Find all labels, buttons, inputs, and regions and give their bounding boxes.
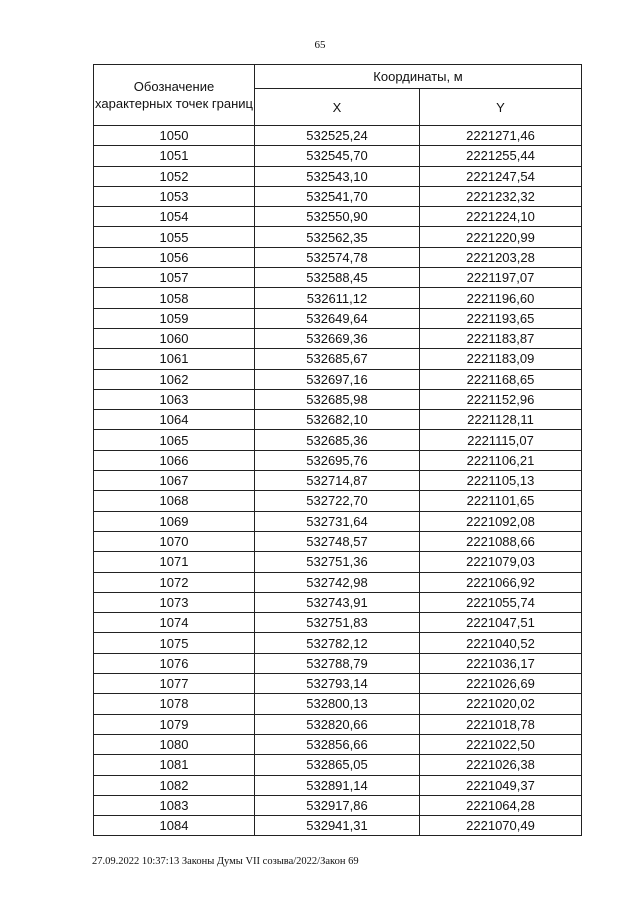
cell-x: 532751,83 bbox=[255, 613, 420, 633]
table-row bbox=[94, 410, 582, 430]
cell-y: 2221055,74 bbox=[420, 592, 582, 612]
table-header bbox=[94, 65, 582, 126]
cell-y: 2221247,54 bbox=[420, 166, 582, 186]
cell-y: 2221271,46 bbox=[420, 126, 582, 146]
cell-y: 2221064,28 bbox=[420, 795, 582, 815]
cell-y: 2221183,87 bbox=[420, 328, 582, 348]
cell-point: 1050 bbox=[94, 126, 255, 146]
cell-x: 532891,14 bbox=[255, 775, 420, 795]
table-row bbox=[94, 328, 582, 348]
table-row bbox=[94, 186, 582, 206]
cell-point: 1056 bbox=[94, 247, 255, 267]
cell-x: 532856,66 bbox=[255, 734, 420, 754]
cell-point: 1053 bbox=[94, 186, 255, 206]
table-row bbox=[94, 816, 582, 836]
cell-point: 1062 bbox=[94, 369, 255, 389]
table-row bbox=[94, 430, 582, 450]
cell-point: 1080 bbox=[94, 734, 255, 754]
cell-y: 2221128,11 bbox=[420, 410, 582, 430]
table-row bbox=[94, 531, 582, 551]
cell-x: 532695,76 bbox=[255, 450, 420, 470]
table-row bbox=[94, 795, 582, 815]
coordinates-table bbox=[93, 64, 582, 836]
table-row bbox=[94, 714, 582, 734]
table-row bbox=[94, 653, 582, 673]
cell-y: 2221220,99 bbox=[420, 227, 582, 247]
cell-y: 2221066,92 bbox=[420, 572, 582, 592]
cell-x: 532562,35 bbox=[255, 227, 420, 247]
table-row bbox=[94, 247, 582, 267]
cell-point: 1075 bbox=[94, 633, 255, 653]
table-row bbox=[94, 166, 582, 186]
table-row bbox=[94, 592, 582, 612]
cell-point: 1051 bbox=[94, 146, 255, 166]
table-row bbox=[94, 674, 582, 694]
table-row bbox=[94, 369, 582, 389]
cell-x: 532685,98 bbox=[255, 389, 420, 409]
cell-point: 1072 bbox=[94, 572, 255, 592]
cell-point: 1054 bbox=[94, 207, 255, 227]
cell-x: 532917,86 bbox=[255, 795, 420, 815]
cell-y: 2221101,65 bbox=[420, 491, 582, 511]
cell-point: 1082 bbox=[94, 775, 255, 795]
cell-y: 2221255,44 bbox=[420, 146, 582, 166]
cell-x: 532722,70 bbox=[255, 491, 420, 511]
cell-point: 1071 bbox=[94, 552, 255, 572]
cell-x: 532742,98 bbox=[255, 572, 420, 592]
cell-x: 532525,24 bbox=[255, 126, 420, 146]
cell-y: 2221105,13 bbox=[420, 471, 582, 491]
cell-y: 2221026,69 bbox=[420, 674, 582, 694]
cell-x: 532800,13 bbox=[255, 694, 420, 714]
cell-x: 532543,10 bbox=[255, 166, 420, 186]
cell-y: 2221168,65 bbox=[420, 369, 582, 389]
table-row bbox=[94, 126, 582, 146]
table-row bbox=[94, 491, 582, 511]
cell-x: 532793,14 bbox=[255, 674, 420, 694]
cell-x: 532588,45 bbox=[255, 268, 420, 288]
table-row bbox=[94, 633, 582, 653]
table-row bbox=[94, 207, 582, 227]
cell-point: 1083 bbox=[94, 795, 255, 815]
cell-point: 1081 bbox=[94, 755, 255, 775]
table-body bbox=[94, 126, 582, 836]
cell-y: 2221070,49 bbox=[420, 816, 582, 836]
cell-y: 2221224,10 bbox=[420, 207, 582, 227]
cell-y: 2221049,37 bbox=[420, 775, 582, 795]
cell-point: 1052 bbox=[94, 166, 255, 186]
page-number: 65 bbox=[314, 39, 326, 51]
table-row bbox=[94, 389, 582, 409]
cell-x: 532685,67 bbox=[255, 349, 420, 369]
header-coordinates: Координаты, м bbox=[255, 65, 582, 89]
cell-x: 532682,10 bbox=[255, 410, 420, 430]
cell-y: 2221152,96 bbox=[420, 389, 582, 409]
cell-point: 1065 bbox=[94, 430, 255, 450]
cell-y: 2221232,32 bbox=[420, 186, 582, 206]
table-row bbox=[94, 775, 582, 795]
header-designation: Обозначение характерных точек границ bbox=[94, 65, 255, 126]
cell-x: 532669,36 bbox=[255, 328, 420, 348]
cell-y: 2221040,52 bbox=[420, 633, 582, 653]
cell-y: 2221026,38 bbox=[420, 755, 582, 775]
table-row bbox=[94, 227, 582, 247]
cell-x: 532788,79 bbox=[255, 653, 420, 673]
cell-point: 1057 bbox=[94, 268, 255, 288]
cell-x: 532820,66 bbox=[255, 714, 420, 734]
cell-point: 1063 bbox=[94, 389, 255, 409]
cell-y: 2221020,02 bbox=[420, 694, 582, 714]
cell-point: 1074 bbox=[94, 613, 255, 633]
table-row bbox=[94, 734, 582, 754]
cell-y: 2221047,51 bbox=[420, 613, 582, 633]
table-row bbox=[94, 308, 582, 328]
cell-point: 1069 bbox=[94, 511, 255, 531]
cell-x: 532941,31 bbox=[255, 816, 420, 836]
cell-point: 1070 bbox=[94, 531, 255, 551]
cell-point: 1055 bbox=[94, 227, 255, 247]
table-row bbox=[94, 268, 582, 288]
cell-y: 2221183,09 bbox=[420, 349, 582, 369]
cell-x: 532574,78 bbox=[255, 247, 420, 267]
cell-x: 532865,05 bbox=[255, 755, 420, 775]
table-row bbox=[94, 613, 582, 633]
cell-x: 532545,70 bbox=[255, 146, 420, 166]
cell-x: 532731,64 bbox=[255, 511, 420, 531]
cell-y: 2221197,07 bbox=[420, 268, 582, 288]
table-row bbox=[94, 471, 582, 491]
table-row bbox=[94, 694, 582, 714]
cell-x: 532743,91 bbox=[255, 592, 420, 612]
cell-point: 1060 bbox=[94, 328, 255, 348]
cell-y: 2221203,28 bbox=[420, 247, 582, 267]
cell-x: 532541,70 bbox=[255, 186, 420, 206]
cell-y: 2221115,07 bbox=[420, 430, 582, 450]
footer-stamp: 27.09.2022 10:37:13 Законы Думы VII созыва/2022/Закон 69 bbox=[92, 856, 359, 867]
table-row bbox=[94, 552, 582, 572]
cell-x: 532550,90 bbox=[255, 207, 420, 227]
cell-y: 2221036,17 bbox=[420, 653, 582, 673]
cell-x: 532649,64 bbox=[255, 308, 420, 328]
cell-point: 1064 bbox=[94, 410, 255, 430]
table-row bbox=[94, 146, 582, 166]
table-row bbox=[94, 349, 582, 369]
cell-x: 532611,12 bbox=[255, 288, 420, 308]
cell-y: 2221079,03 bbox=[420, 552, 582, 572]
cell-point: 1068 bbox=[94, 491, 255, 511]
cell-y: 2221193,65 bbox=[420, 308, 582, 328]
cell-x: 532751,36 bbox=[255, 552, 420, 572]
cell-point: 1059 bbox=[94, 308, 255, 328]
cell-point: 1058 bbox=[94, 288, 255, 308]
cell-point: 1067 bbox=[94, 471, 255, 491]
cell-x: 532782,12 bbox=[255, 633, 420, 653]
cell-point: 1077 bbox=[94, 674, 255, 694]
cell-point: 1061 bbox=[94, 349, 255, 369]
table-row bbox=[94, 450, 582, 470]
header-x: X bbox=[255, 89, 420, 126]
cell-x: 532697,16 bbox=[255, 369, 420, 389]
cell-point: 1084 bbox=[94, 816, 255, 836]
cell-point: 1079 bbox=[94, 714, 255, 734]
header-y: Y bbox=[420, 89, 582, 126]
cell-y: 2221196,60 bbox=[420, 288, 582, 308]
table-row bbox=[94, 511, 582, 531]
cell-x: 532748,57 bbox=[255, 531, 420, 551]
cell-y: 2221022,50 bbox=[420, 734, 582, 754]
table-row bbox=[94, 288, 582, 308]
cell-y: 2221088,66 bbox=[420, 531, 582, 551]
cell-x: 532685,36 bbox=[255, 430, 420, 450]
cell-point: 1073 bbox=[94, 592, 255, 612]
table-row bbox=[94, 572, 582, 592]
cell-point: 1078 bbox=[94, 694, 255, 714]
cell-y: 2221018,78 bbox=[420, 714, 582, 734]
cell-x: 532714,87 bbox=[255, 471, 420, 491]
cell-point: 1066 bbox=[94, 450, 255, 470]
cell-y: 2221092,08 bbox=[420, 511, 582, 531]
table-row bbox=[94, 755, 582, 775]
cell-point: 1076 bbox=[94, 653, 255, 673]
cell-y: 2221106,21 bbox=[420, 450, 582, 470]
